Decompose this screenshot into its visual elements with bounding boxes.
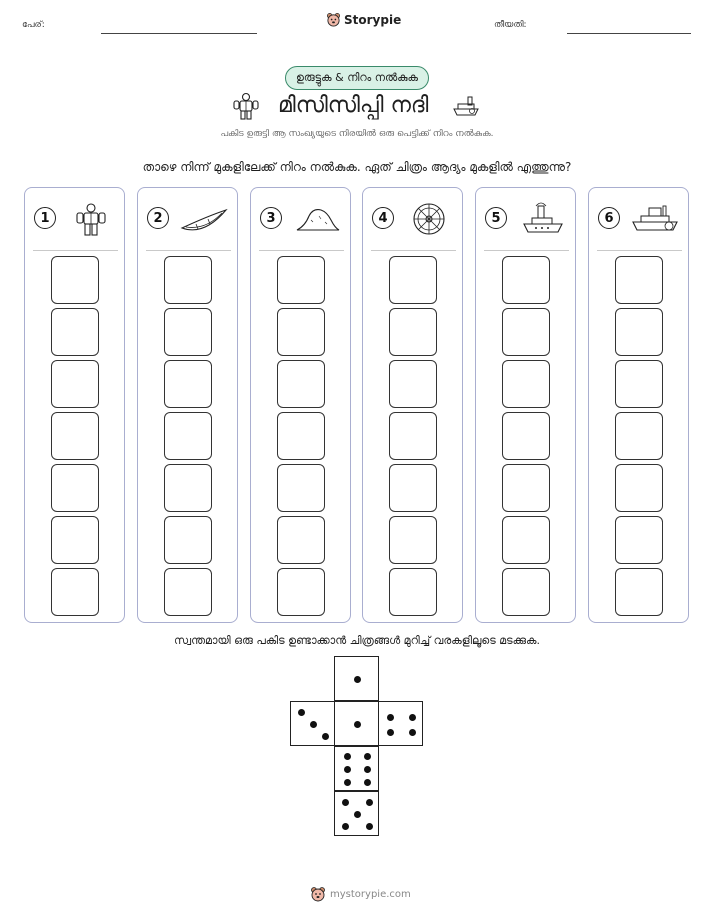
column-divider [33,250,118,251]
color-box[interactable] [389,568,437,616]
color-box[interactable] [502,360,550,408]
activity-badge: ഉരുട്ടുക & നിറം നൽകുക [285,66,429,90]
color-box[interactable] [51,360,99,408]
color-box[interactable] [51,308,99,356]
column-number: 4 [372,207,394,229]
riverboat-icon [629,202,681,236]
column-number: 6 [598,207,620,229]
die-face-six [334,746,379,791]
die-pip [364,766,371,773]
color-box[interactable] [51,516,99,564]
color-box[interactable] [502,412,550,460]
die-pip [354,721,361,728]
color-box[interactable] [389,516,437,564]
die-face-one [334,701,379,746]
color-box[interactable] [502,256,550,304]
color-box[interactable] [164,412,212,460]
color-box[interactable] [164,308,212,356]
color-box[interactable] [615,412,663,460]
color-box[interactable] [502,464,550,512]
footer [310,886,411,902]
page-title: മിസിസിപ്പി നദി [278,93,429,118]
color-box[interactable] [277,516,325,564]
color-box[interactable] [615,464,663,512]
die-face-five [334,791,379,836]
color-box[interactable] [389,256,437,304]
date-line[interactable] [567,33,691,34]
die-pip [322,733,329,740]
die-pip [342,823,349,830]
bear-logo-icon [326,12,341,27]
column-divider [259,250,344,251]
column-3 [250,187,351,623]
canoe-icon [178,202,230,236]
die-pip [344,753,351,760]
column-1 [24,187,125,623]
brand-name: Storypie [344,12,402,27]
column-divider [371,250,456,251]
color-box[interactable] [164,464,212,512]
dice-instruction: സ്വന്തമായി ഒരു പകിട ഉണ്ടാക്കാൻ ചിത്രങ്ങൾ മുറിച്ച് വരകളിലൂടെ മടക്കുക. [174,634,540,647]
color-box[interactable] [164,568,212,616]
die-pip [364,753,371,760]
die-pip [298,709,305,716]
color-box[interactable] [502,516,550,564]
die-pip [344,766,351,773]
steamboat-icon [516,202,568,236]
subtitle: പകിട ഉരുട്ടി ആ സംഖ്യയുടെ നിരയിൽ ഒരു പെട്ടിക്ക് നിറം നൽകുക. [220,129,494,139]
name-line[interactable] [101,33,257,34]
color-box[interactable] [164,360,212,408]
color-box[interactable] [164,516,212,564]
column-divider [597,250,682,251]
color-box[interactable] [51,568,99,616]
color-box[interactable] [277,412,325,460]
column-2 [137,187,238,623]
die-pip [342,799,349,806]
color-box[interactable] [615,568,663,616]
steamboat-icon [452,95,480,119]
color-box[interactable] [615,360,663,408]
color-box[interactable] [277,308,325,356]
color-box[interactable] [389,308,437,356]
bear-logo-icon [310,886,326,902]
color-box[interactable] [164,256,212,304]
die-face-three [290,701,335,746]
die-face-one [334,656,379,701]
footer-link[interactable]: mystorypie.com [330,888,411,900]
die-pip [364,779,371,786]
color-box[interactable] [51,256,99,304]
column-divider [146,250,231,251]
color-box[interactable] [615,256,663,304]
die-pip [387,729,394,736]
color-box[interactable] [51,412,99,460]
color-box[interactable] [277,360,325,408]
column-number: 2 [147,207,169,229]
column-number: 3 [260,207,282,229]
armor-icon [232,92,260,120]
color-box[interactable] [389,464,437,512]
die-pip [409,714,416,721]
name-label: പേര്: [22,20,45,30]
column-5 [475,187,576,623]
die-pip [366,799,373,806]
die-pip [354,811,361,818]
column-4 [362,187,463,623]
die-pip [387,714,394,721]
brand [326,12,401,27]
die-face-four [378,701,423,746]
column-divider [484,250,569,251]
die-pip [354,676,361,683]
mound-icon [291,202,343,236]
color-box[interactable] [389,412,437,460]
color-box[interactable] [615,308,663,356]
paddle-wheel-icon [403,202,455,236]
color-box[interactable] [502,568,550,616]
instruction: താഴെ നിന്ന് മുകളിലേക്ക് നിറം നൽകുക. ഏത് ചിത്രം ആദ്യം മുകളിൽ എത്തുന്നു? [142,160,572,174]
color-box[interactable] [389,360,437,408]
armor-icon [65,202,117,236]
date-label: തീയതി: [494,20,527,30]
color-box[interactable] [615,516,663,564]
die-pip [310,721,317,728]
color-box[interactable] [502,308,550,356]
color-box[interactable] [51,464,99,512]
color-box[interactable] [277,256,325,304]
color-box[interactable] [277,464,325,512]
die-pip [344,779,351,786]
color-box[interactable] [277,568,325,616]
column-number: 1 [34,207,56,229]
die-pip [409,729,416,736]
die-pip [366,823,373,830]
column-6 [588,187,689,623]
column-number: 5 [485,207,507,229]
